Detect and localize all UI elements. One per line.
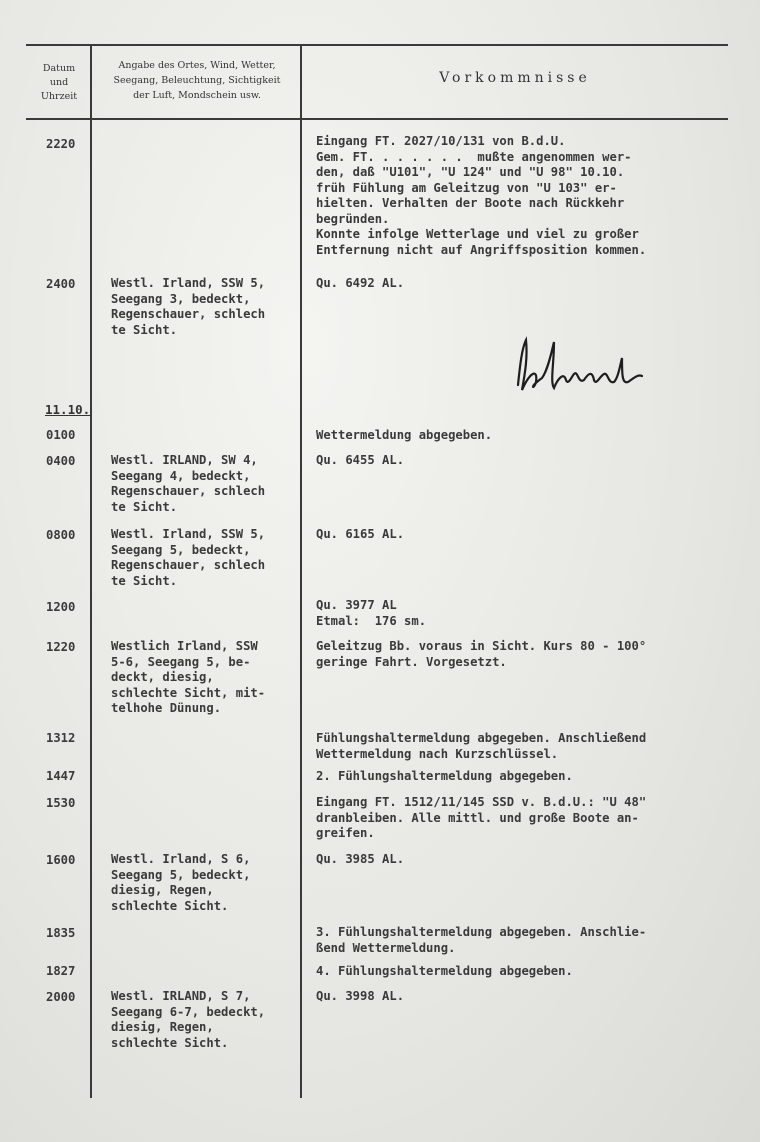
- entry-time: 0100: [46, 428, 76, 442]
- header-rule: [26, 118, 728, 120]
- header-place-column: Angabe des Ortes, Wind, Wetter, Seegang, Beleuchtung, Sichtigkeit der Luft, Mondschein usw.: [113, 60, 281, 101]
- entry-text: Qu. 3985 AL.: [316, 852, 405, 866]
- events-column-rule: [300, 46, 302, 1098]
- entry-place: Westl. Irland, S 6, Seegang 5, bedeckt, diesig, Regen, schlechte Sicht.: [111, 852, 251, 913]
- entry-place: Westl. Irland, SSW 5, Seegang 3, bedeckt, Regenschauer, schlech te Sicht.: [111, 276, 266, 337]
- entry-text: Qu. 6455 AL.: [316, 453, 405, 467]
- entry-text: Geleitzug Bb. voraus in Sicht. Kurs 80 - 100° geringe Fahrt. Vorgesetzt.: [316, 639, 647, 669]
- header-date-column: Datum und Uhrzeit: [40, 63, 78, 102]
- entry-place: Westl. IRLAND, S 7, Seegang 6-7, bedeckt, diesig, Regen, schlechte Sicht.: [111, 989, 266, 1050]
- entry-time: 2000: [46, 990, 76, 1004]
- entry-time: 2220: [46, 137, 76, 151]
- entry-time: 1530: [46, 796, 76, 810]
- entry-text: Qu. 6165 AL.: [316, 527, 405, 541]
- date-column-rule: [90, 46, 92, 1098]
- entry-text: Eingang FT. 1512/11/145 SSD v. B.d.U.: "U 48" dranbleiben. Alle mittl. und große Boote an- greifen.: [316, 795, 647, 840]
- entry-text: 2. Fühlungshaltermeldung abgegeben.: [316, 769, 573, 783]
- entry-time: 2400: [46, 277, 76, 291]
- entry-time: 1220: [46, 640, 76, 654]
- entry-time: 1835: [46, 926, 76, 940]
- entry-text: Qu. 6492 AL.: [316, 276, 405, 290]
- section-date: 11.10.: [45, 402, 91, 417]
- entry-text: Eingang FT. 2027/10/131 von B.d.U. Gem. FT. . . . . . . mußte angenommen wer- den, daß "U101", "U 124" und "U 98" 10.10. früh Fühlung am Geleitzug von "U 103" er- hielten. Verhalten der Boote nach Rückkehr begründen. Konnte infolge Wetterlage und viel zu großer Entfernung nicht auf Angriffsposition kommen.: [316, 134, 647, 257]
- top-rule: [26, 44, 728, 46]
- entry-time: 1312: [46, 731, 76, 745]
- entry-time: 1200: [46, 600, 76, 614]
- entry-text: 3. Fühlungshaltermeldung abgegeben. Anschlie- ßend Wettermeldung.: [316, 925, 647, 955]
- entry-text: 4. Fühlungshaltermeldung abgegeben.: [316, 964, 573, 978]
- entry-place: Westl. Irland, SSW 5, Seegang 5, bedeckt, Regenschauer, schlech te Sicht.: [111, 527, 266, 588]
- entry-text: Qu. 3998 AL.: [316, 989, 405, 1003]
- entry-time: 1827: [46, 964, 76, 978]
- entry-text: Fühlungshaltermeldung abgegeben. Anschließend Wettermeldung nach Kurzschlüssel.: [316, 731, 647, 761]
- entry-time: 0400: [46, 454, 76, 468]
- entry-time: 1447: [46, 769, 76, 783]
- entry-place: Westl. IRLAND, SW 4, Seegang 4, bedeckt, Regenschauer, schlech te Sicht.: [111, 453, 266, 514]
- entry-place: Westlich Irland, SSW 5-6, Seegang 5, be- deckt, diesig, schlechte Sicht, mit- telhohe Dünung.: [111, 639, 266, 715]
- entry-text: Wettermeldung abgegeben.: [316, 428, 493, 442]
- entry-time: 1600: [46, 853, 76, 867]
- entry-time: 0800: [46, 528, 76, 542]
- entry-text: Qu. 3977 AL Etmal: 176 sm.: [316, 598, 427, 628]
- header-events-column: Vorkommnisse: [439, 70, 591, 86]
- handwritten-signature: [508, 330, 658, 400]
